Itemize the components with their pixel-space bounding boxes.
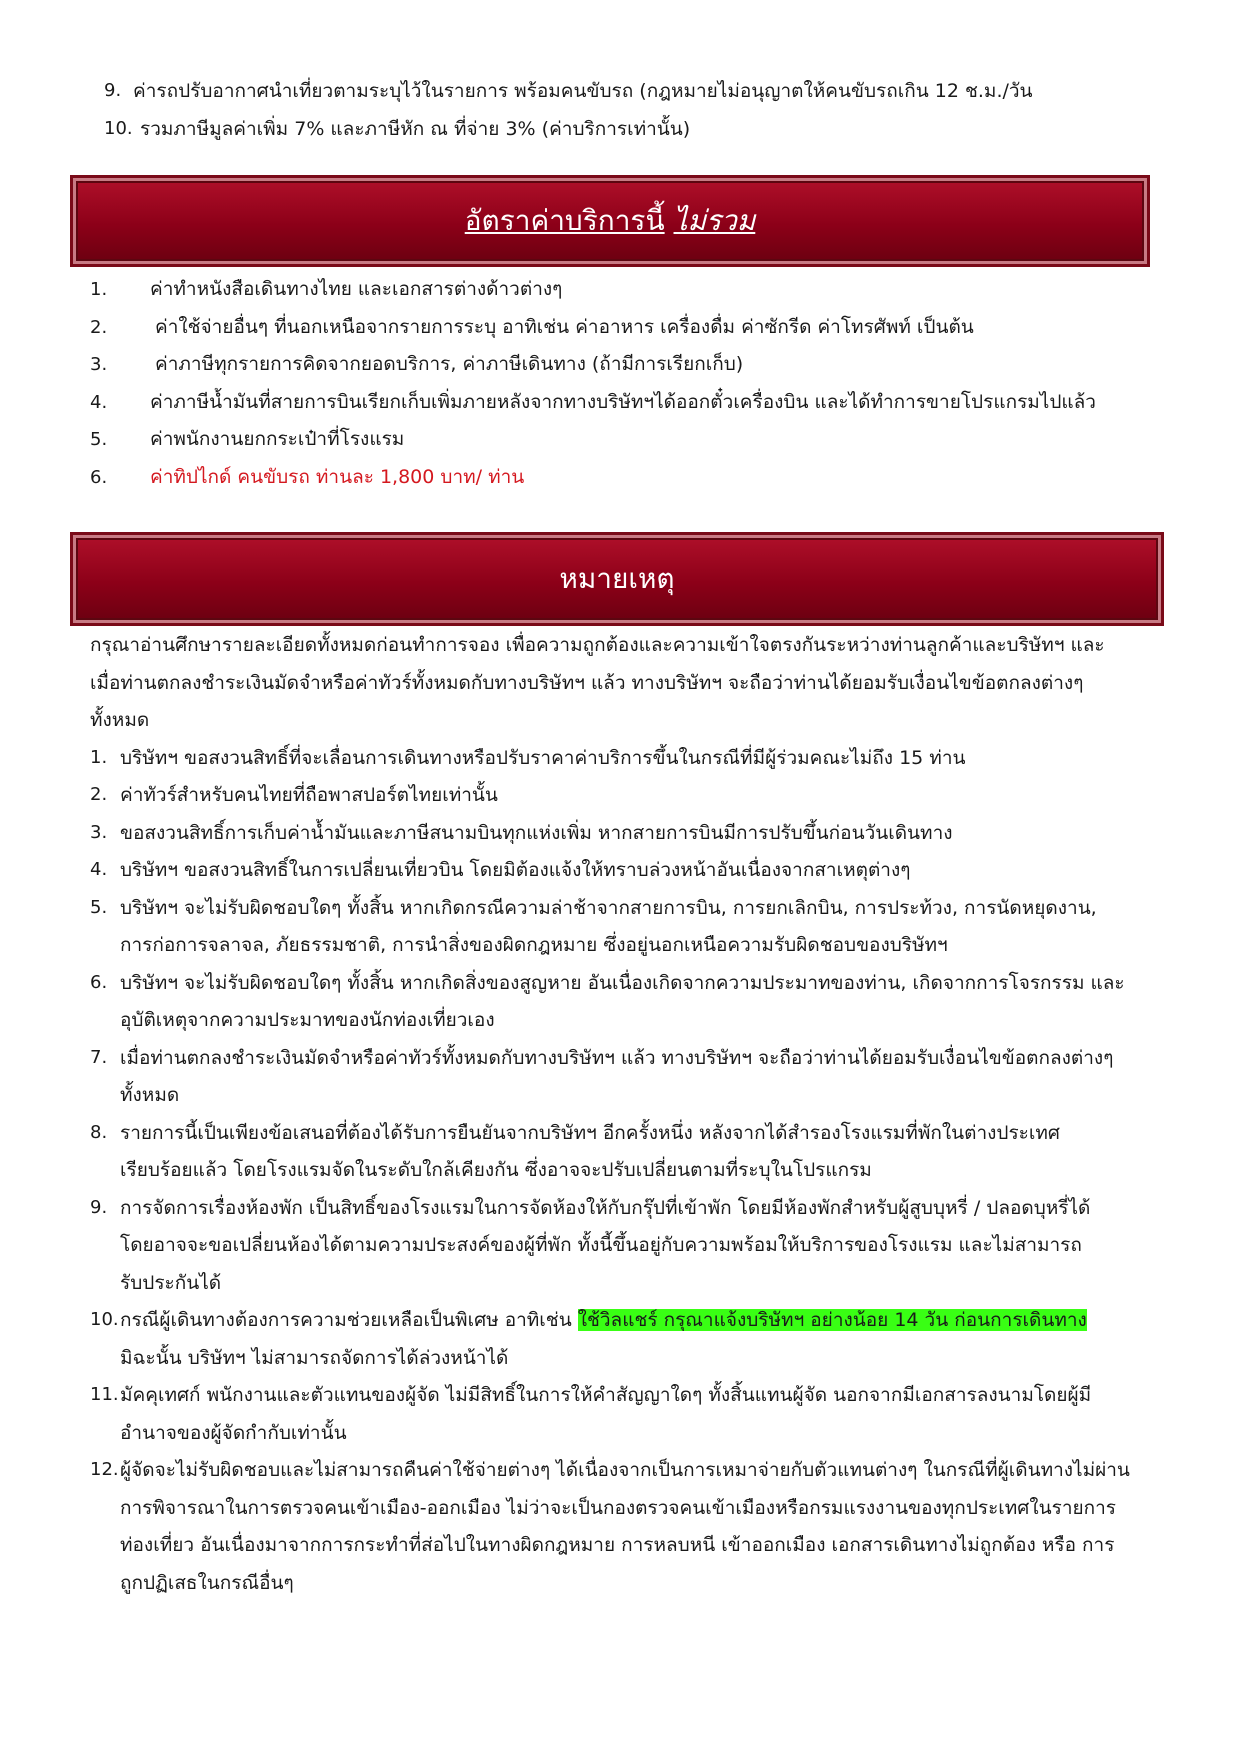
list-item-continued: การพิจารณาในการตรวจคนเข้าเมือง-ออกเมือง ไม่ว่าจะเป็นกองตรวจคนเข้าเมืองหรือกรมแรงงานของทุกประเทศในรายการ — [120, 1497, 1117, 1519]
list-number: 10. — [104, 118, 133, 139]
notes-section-title: หมายเหตุ — [559, 562, 675, 595]
list-item: ค่ารถปรับอากาศนำเที่ยวตามระบุไว้ในรายการ พร้อมคนขับรถ (กฎหมายไม่อนุญาตให้คนขับรถเกิน 12 ช.ม./วัน — [133, 80, 1033, 102]
notes-intro-line: กรุณาอ่านศึกษารายละเอียดทั้งหมดก่อนทำการจอง เพื่อความถูกต้องและความเข้าใจตรงกันระหว่างท่านลูกค้าและบริษัทฯ และ — [90, 634, 1105, 656]
list-item: รวมภาษีมูลค่าเพิ่ม 7% และภาษีหัก ณ ที่จ่าย 3% (ค่าบริการเท่านั้น) — [140, 118, 691, 140]
list-item: ขอสงวนสิทธิ์การเก็บค่าน้ำมันและภาษีสนามบินทุกแห่งเพิ่ม หากสายการบินมีการปรับขึ้นก่อนวันเดินทาง — [120, 822, 953, 844]
list-item: ผู้จัดจะไม่รับผิดชอบและไม่สามารถคืนค่าใช้จ่ายต่างๆ ได้เนื่องจากเป็นการเหมาจ่ายกับตัวแทนต่างๆ ในกรณีที่ผู้เดินทางไม่ผ่าน — [120, 1459, 1130, 1481]
list-item: ค่าทำหนังสือเดินทางไทย และเอกสารต่างด้าวต่างๆ — [150, 278, 563, 300]
list-item: บริษัทฯ จะไม่รับผิดชอบใดๆ ทั้งสิ้น หากเกิดสิ่งของสูญหาย อันเนื่องเกิดจากความประมาทของท่าน, เกิดจากการโจรกรรม และ — [120, 972, 1125, 994]
list-number: 9. — [90, 1197, 108, 1218]
list-item: การจัดการเรื่องห้องพัก เป็นสิทธิ์ของโรงแรมในการจัดห้องให้กับกรุ๊ปที่เข้าพัก โดยมีห้องพักสำหรับผู้สูบบุหรี่ / ปลอดบุหรี่ได้ — [120, 1197, 1091, 1219]
list-item: รายการนี้เป็นเพียงข้อเสนอที่ต้องได้รับการยืนยันจากบริษัทฯ อีกครั้งหนึ่ง หลังจากได้สำรองโรงแรมที่พักในต่างประเทศ — [120, 1122, 1060, 1144]
list-item-text: กรณีผู้เดินทางต้องการความช่วยเหลือเป็นพิเศษ อาทิเช่น — [120, 1309, 578, 1331]
list-item: บริษัทฯ ขอสงวนสิทธิ์ที่จะเลื่อนการเดินทางหรือปรับราคาค่าบริการขึ้นในกรณีที่มีผู้ร่วมคณะไม่ถึง 15 ท่าน — [120, 747, 966, 769]
notes-intro-line: ทั้งหมด — [90, 709, 150, 731]
list-number: 8. — [90, 1122, 108, 1143]
list-number: 5. — [90, 429, 108, 450]
list-number: 4. — [90, 859, 108, 880]
excluded-section-title — [73, 178, 1147, 264]
list-number: 1. — [90, 747, 108, 768]
list-item: บริษัทฯ จะไม่รับผิดชอบใดๆ ทั้งสิ้น หากเกิดกรณีความล่าช้าจากสายการบิน, การยกเลิกบิน, การประท้วง, การนัดหยุดงาน, — [120, 897, 1097, 919]
list-number: 6. — [90, 467, 108, 488]
list-item-continued: ทั้งหมด — [120, 1084, 180, 1106]
list-number: 11. — [90, 1384, 119, 1405]
list-number: 6. — [90, 972, 108, 993]
highlighted-wheelchair-note: ใช้วิลแชร์ กรุณาแจ้งบริษัทฯ อย่างน้อย 14 วัน ก่อนการเดินทาง — [577, 1309, 1087, 1331]
list-item: บริษัทฯ ขอสงวนสิทธิ์ในการเปลี่ยนเที่ยวบิน โดยมิต้องแจ้งให้ทราบล่วงหน้าอันเนื่องจากสาเหตุต่างๆ — [120, 859, 911, 881]
list-item: ค่าทัวร์สำหรับคนไทยที่ถือพาสปอร์ตไทยเท่านั้น — [120, 784, 498, 806]
list-item-continued: ท่องเที่ยว อันเนื่องมาจากการกระทำที่ส่อไปในทางผิดกฎหมาย การหลบหนี เข้าออกเมือง เอกสารเดินทางไม่ถูกต้อง หรือ การ — [120, 1534, 1115, 1556]
list-item-continued: การก่อการจลาจล, ภัยธรรมชาติ, การนำสิ่งของผิดกฎหมาย ซึ่งอยู่นอกเหนือความรับผิดชอบของบริษัทฯ — [120, 934, 948, 956]
list-number: 3. — [90, 354, 108, 375]
excluded-title-emphasis: ไม่รวม — [673, 204, 756, 237]
list-number: 5. — [90, 897, 108, 918]
list-number: 3. — [90, 822, 108, 843]
list-item-continued: เรียบร้อยแล้ว โดยโรงแรมจัดในระดับใกล้เคียงกัน ซึ่งอาจจะปรับเปลี่ยนตามที่ระบุในโปรแกรม — [120, 1159, 872, 1181]
list-item: ค่าภาษีน้ำมันที่สายการบินเรียกเก็บเพิ่มภายหลังจากทางบริษัทฯได้ออกตั๋วเครื่องบิน และได้ทำการขายโปรแกรมไปแล้ว — [150, 391, 1096, 413]
list-item: ค่าภาษีทุกรายการคิดจากยอดบริการ, ค่าภาษีเดินทาง (ถ้ามีการเรียกเก็บ) — [155, 353, 744, 375]
list-number: 2. — [90, 784, 108, 805]
list-number: 7. — [90, 1047, 108, 1068]
list-number: 10. — [90, 1309, 119, 1330]
list-item-continued: อุบัติเหตุจากความประมาทของนักท่องเที่ยวเอง — [120, 1009, 495, 1031]
list-number: 9. — [104, 80, 122, 101]
list-item-continued: มิฉะนั้น บริษัทฯ ไม่สามารถจัดการได้ล่วงหน้าได้ — [120, 1347, 509, 1369]
list-item — [120, 1307, 1087, 1333]
notes-section-banner — [70, 532, 1164, 626]
list-item: มัคคุเทศก์ พนักงานและตัวแทนของผู้จัด ไม่มีสิทธิ์ในการให้คำสัญญาใดๆ ทั้งสิ้นแทนผู้จัด นอกจากมีเอกสารลงนามโดยผู้มี — [120, 1384, 1092, 1406]
excluded-section-banner — [70, 175, 1150, 267]
list-item-continued: ถูกปฏิเสธในกรณีอื่นๆ — [120, 1572, 294, 1594]
notes-intro-line: เมื่อท่านตกลงชำระเงินมัดจำหรือค่าทัวร์ทั้งหมดกับทางบริษัทฯ แล้ว ทางบริษัทฯ จะถือว่าท่านได้ยอมรับเงื่อนไขข้อตกลงต่างๆ — [90, 672, 1084, 694]
excluded-title-main: อัตราค่าบริการนี้ — [464, 204, 665, 237]
list-number: 1. — [90, 279, 108, 300]
list-item: ค่าใช้จ่ายอื่นๆ ที่นอกเหนือจากรายการระบุ อาทิเช่น ค่าอาหาร เครื่องดื่ม ค่าซักรีด ค่าโทรศัพท์ เป็นต้น — [155, 316, 974, 338]
list-item-continued: โดยอาจจะขอเปลี่ยนห้องได้ตามความประสงค์ของผู้ที่พัก ทั้งนี้ขึ้นอยู่กับความพร้อมให้บริการของโรงแรม และไม่สามารถ — [120, 1234, 1082, 1256]
list-item: เมื่อท่านตกลงชำระเงินมัดจำหรือค่าทัวร์ทั้งหมดกับทางบริษัทฯ แล้ว ทางบริษัทฯ จะถือว่าท่านได้ยอมรับเงื่อนไขข้อตกลงต่างๆ — [120, 1047, 1114, 1069]
list-item-continued: อำนาจของผู้จัดกำกับเท่านั้น — [120, 1422, 347, 1444]
list-item-tip: ค่าทิปไกด์ คนขับรถ ท่านละ 1,800 บาท/ ท่าน — [150, 466, 525, 488]
list-item: ค่าพนักงานยกกระเป๋าที่โรงแรม — [150, 428, 405, 450]
list-number: 4. — [90, 392, 108, 413]
list-item-continued: รับประกันได้ — [120, 1272, 222, 1294]
list-number: 12. — [90, 1459, 119, 1480]
list-number: 2. — [90, 317, 108, 338]
